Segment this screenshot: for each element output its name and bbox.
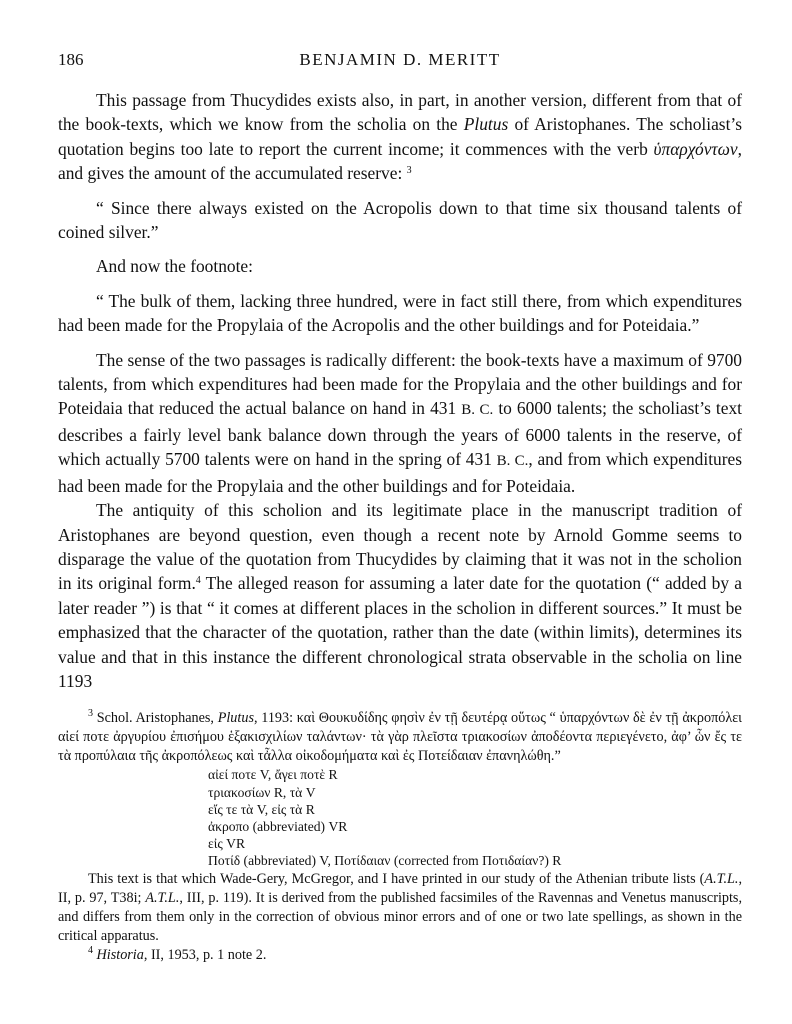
- era-abbrev: B. C.: [461, 402, 494, 419]
- apparatus-entry: Ποτίδ (abbreviated) V, Ποτίδαιαν (corrected from Ποτιδαίαν?) R: [208, 853, 562, 869]
- apparatus-entry: ἀκροπο (abbreviated) VR: [208, 818, 348, 834]
- greek-scholion: καὶ Θουκυδίδης φησὶν ἐν τῇ δευτέρᾳ οὕτως “ ὑπαρχόντων δὲ ἐν τῇ ἀκροπόλει αἰεί ποτε ἀργυρίου ἐπισήμου ἑξακισχιλίων ταλάντων· τὰ γὰρ πλεῖστα τριακοσίων ἀποδέοντα περιεγένετο, ἀφ’ ὧν ἔς τε τὰ προπύλαια τῆς ἀκροπόλεως καὶ τἆλλα οἰκοδομήματα καὶ ἐς Ποτείδαιαν ἐπανηλώθη.”: [58, 710, 742, 765]
- footnote-mark-3: 3: [88, 708, 93, 720]
- apparatus-entry: αἰεί ποτε V, ἄγει ποτὲ R: [208, 767, 338, 783]
- era-abbrev: B. C.: [496, 453, 529, 470]
- footnote-mark-4: 4: [88, 944, 93, 956]
- footnotes: [58, 709, 742, 964]
- paragraph-3: The antiquity of this scholion and its legitimate place in the manuscript tradition of Aristophanes are beyond question, even though a recent note by Arnold Gomme seems to disparage the value of the quotation from Thucydides by claiming that it was not in the scholion in its original form.$^4$ The alleged reason for assuming a later date for the quotation (“ added by a later reader ”) is that “ it comes at different places in the scholion in different sources.” It must be emphasized that the character of the quotation, rather than the date (within limits), determines its value and that in this instance the different chronological strata observable in the scholia on line 1193: [58, 500, 742, 691]
- body-text: [58, 88, 742, 693]
- running-head: BENJAMIN D. MERITT: [299, 50, 501, 69]
- title-historia: Historia: [96, 946, 144, 963]
- atl-citation: A.T.L.: [145, 889, 180, 906]
- footnote-3-commentary: This text is that which Wade-Gery, McGregor, and I have printed in our study of the Athenian tribute lists (A.T.L., II, p. 97, T38i; A.T.L., III, p. 119). It is derived from the published facsimiles of the Ravennas and Venetus manuscripts, and differs from them only in the correction of obvious minor errors and of one or two late spellings, as shown in the critical apparatus.: [58, 870, 743, 944]
- paragraph-2: The sense of the two passages is radically different: the book-texts have a maximum of 9700 talents, from which expenditures had been made for the Propylaia and the other buildings and for Poteidaia that reduced the actual balance on hand in 431 B. C. to 6000 talents; the scholiast’s text describes a fairly level bank balance down through the years of 6000 talents in the reserve, of which actually 5700 talents were on hand in the spring of 431 B. C., and from which expenditures had been made for the Propylaia and the other buildings and for Poteidaia.: [58, 349, 743, 496]
- footnote-ref-4[interactable]: 4: [195, 575, 201, 587]
- paragraph-footnote-intro: And now the footnote:: [96, 256, 253, 277]
- title-plutus: Plutus: [463, 114, 509, 135]
- footnote-ref-3[interactable]: 3: [406, 165, 412, 177]
- page-number: 186: [58, 50, 84, 69]
- greek-verb: ὑπαρχόντων: [653, 138, 738, 159]
- footnote-3: $^3$ Schol. Aristophanes, Plutus, 1193: καὶ Θουκυδίδης φησὶν ἐν τῇ δευτέρᾳ οὕτως “ ὑπαρχόντων δὲ ἐν τῇ ἀκροπόλει αἰεί ποτε ἀργυρίου ἐπισήμου ἑξακισχιλίων ταλάντων· τὰ γὰρ πλεῖστα τριακοσίων ἀποδέοντα περιεγένετο, ἀφ’ ὧν ἔς τε τὰ προπύλαια τῆς ἀκροπόλεως καὶ τἆλλα οἰκοδομήματα καὶ ἐς Ποτείδαιαν ἐπανηλώθη.”: [58, 708, 742, 765]
- paragraph-1: This passage from Thucydides exists also, in part, in another version, different from that of the book-texts, which we know from the scholia on the Plutus of Aristophanes. The scholiast’s quotation begins too late to report the current income; it commences with the verb ὑπαρχόντων, and gives the amount of the accumulated reserve: $^3$: [58, 90, 742, 184]
- apparatus-entry: τριακοσίων R, τὰ V: [208, 784, 316, 800]
- quotation-2: “ The bulk of them, lacking three hundred, were in fact still there, from which expenditures had been made for the Propylaia of the Acropolis and the other buildings and for Poteidaia.”: [58, 290, 742, 336]
- critical-apparatus: [208, 766, 742, 869]
- footnote-4: $^4$ Historia, II, 1953, p. 1 note 2.: [88, 944, 267, 963]
- page-header: [58, 50, 742, 78]
- apparatus-entry: εἰς VR: [208, 836, 246, 852]
- atl-citation: A.T.L.: [704, 870, 739, 887]
- page: [58, 50, 742, 965]
- quotation-1: “ Since there always existed on the Acropolis down to that time six thousand talents of coined silver.”: [58, 197, 742, 243]
- apparatus-entry: εἴς τε τὰ V, εἰς τὰ R: [208, 801, 315, 817]
- title-plutus: Plutus: [217, 710, 254, 727]
